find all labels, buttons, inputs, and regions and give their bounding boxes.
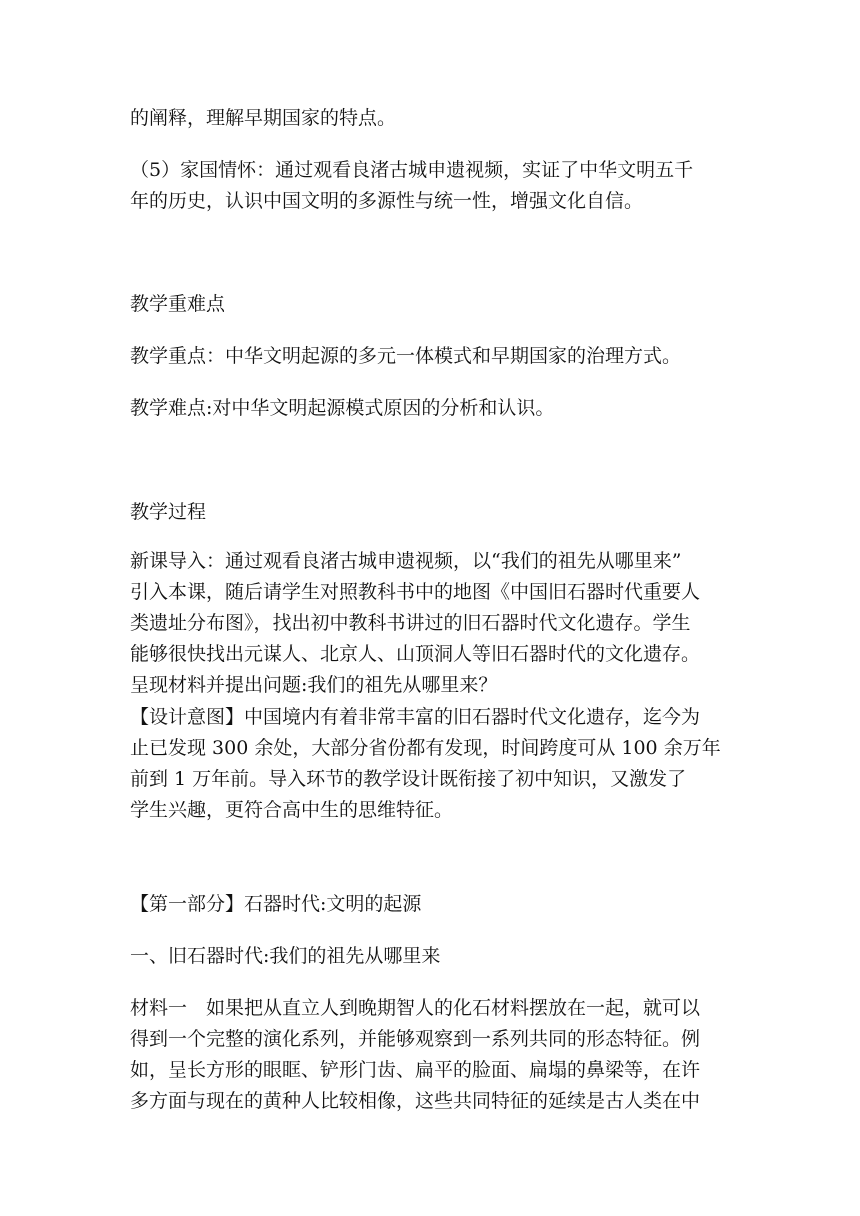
- text-line: 材料一 如果把从直立人到晚期智人的化石材料摆放在一起，就可以: [130, 997, 701, 1019]
- heading-text: 一、旧石器时代:我们的祖先从哪里来: [130, 945, 441, 967]
- text-line: 多方面与现在的黄种人比较相像，这些共同特征的延续是古人类在中: [130, 1090, 701, 1112]
- text-line: 年的历史，认识中国文明的多源性与统一性，增强文化自信。: [130, 190, 644, 212]
- section-one-heading: [130, 941, 740, 972]
- text-line: 教学重点：中华文明起源的多元一体模式和早期国家的治理方式。: [130, 345, 682, 367]
- text-line: 得到一个完整的演化系列，并能够观察到一系列共同的形态特征。例: [130, 1028, 701, 1050]
- text-line: 【设计意图】中国境内有着非常丰富的旧石器时代文化遗存，迄今为: [130, 706, 701, 728]
- patriotism-objective: [130, 155, 740, 217]
- heading-teaching-process: [130, 497, 740, 528]
- text-line: 学生兴趣，更符合高中生的思维特征。: [130, 799, 454, 821]
- text-line: 教学难点:对中华文明起源模式原因的分析和认识。: [130, 397, 555, 419]
- text-line: 止已发现 300 余处，大部分省份都有发现，时间跨度可从 100 余万年: [130, 737, 721, 759]
- heading-text: 教学重难点: [130, 293, 226, 315]
- text-line: 新课导入：通过观看良渚古城申遗视频，以“我们的祖先从哪里来”: [130, 550, 682, 572]
- text-line: 引入本课，随后请学生对照教科书中的地图《中国旧石器时代重要人: [130, 581, 701, 603]
- heading-key-difficult-points: [130, 289, 740, 320]
- part-one-heading: [130, 889, 740, 920]
- key-point: [130, 341, 740, 372]
- text-line: 如，呈长方形的眼眶、铲形门齿、扁平的脸面、扁塌的鼻梁等，在许: [130, 1059, 701, 1081]
- text-line: 类遗址分布图》，找出初中教科书讲过的旧石器时代文化遗存。学生: [130, 612, 691, 634]
- text-line: 的阐释，理解早期国家的特点。: [130, 107, 397, 129]
- text-line: 呈现材料并提出问题:我们的祖先从哪里来？: [130, 674, 498, 696]
- heading-text: 教学过程: [130, 501, 207, 523]
- heading-text: 【第一部分】石器时代:文明的起源: [130, 893, 422, 915]
- objective-paragraph-end: [130, 103, 740, 134]
- difficult-point: [130, 393, 740, 424]
- text-line: 前到 1 万年前。导入环节的教学设计既衔接了初中知识，又激发了: [130, 768, 687, 790]
- lesson-introduction: [130, 546, 740, 701]
- material-one: [130, 993, 740, 1117]
- text-line: （5）家国情怀：通过观看良渚古城申遗视频，实证了中华文明五千: [130, 159, 694, 181]
- design-intent: [130, 702, 740, 826]
- text-line: 能够很快找出元谋人、北京人、山顶洞人等旧石器时代的文化遗存。: [130, 643, 701, 665]
